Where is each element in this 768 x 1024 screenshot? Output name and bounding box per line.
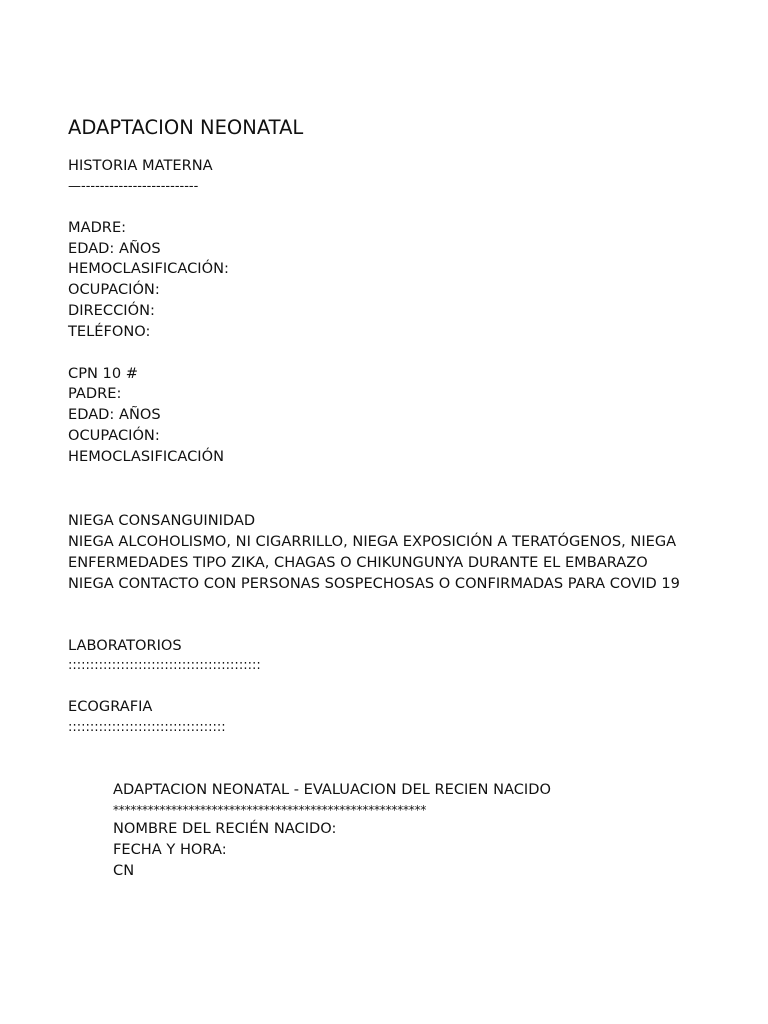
spacer [68,197,708,218]
evaluacion-rule: ****************************************************** [113,802,427,817]
cpn-field: CPN 10 # [68,364,138,382]
ecografia-heading: ECOGRAFIA [68,698,153,716]
madre-ocupacion-field: OCUPACIÓN: [68,281,160,299]
nombre-recien-nacido-field: NOMBRE DEL RECIÉN NACIDO: [113,819,337,837]
laboratorios-rule: :::::::::::::::::::::::::::::::::::::::::::: [68,658,261,674]
evaluacion-heading: ADAPTACION NEONATAL - EVALUACION DEL RECIEN NACIDO [113,781,551,799]
consanguinidad-text: NIEGA CONSANGUINIDAD [68,511,256,529]
madre-hemoclasificacion-field: HEMOCLASIFICACIÓN: [68,260,229,278]
padre-section [68,364,708,468]
madre-telefono-field: TELÉFONO: [68,322,151,340]
spacer [68,594,708,636]
antecedentes-section [68,510,708,594]
evaluacion-section [113,780,708,881]
padre-field: PADRE: [68,385,122,403]
covid-text: NIEGA CONTACTO CON PERSONAS SOSPECHOSAS O CONFIRMADAS PARA COVID 19 [68,574,680,592]
cn-field: CN [113,861,135,879]
fecha-hora-field: FECHA Y HORA: [113,840,227,858]
laboratorios-heading: LABORATORIOS [68,636,182,654]
madre-section [68,218,708,343]
padre-hemoclasificacion-field: HEMOCLASIFICACIÓN [68,447,224,465]
spacer [68,676,708,697]
document-page [68,116,708,881]
habitos-text: NIEGA ALCOHOLISMO, NI CIGARRILLO, NIEGA EXPOSICIÓN A TERATÓGENOS, NIEGA ENFERMEDADES TIPO ZIKA, CHAGAS O CHIKUNGUNYA DURANTE EL EMBARAZO [68,532,677,571]
madre-field: MADRE: [68,218,127,236]
spacer [68,738,708,780]
padre-edad-field: EDAD: AÑOS [68,406,161,424]
spacer [68,343,708,364]
historia-materna-rule: —------------------------- [68,178,199,194]
ecografia-rule: :::::::::::::::::::::::::::::::::::: [68,720,226,736]
historia-materna-heading: HISTORIA MATERNA [68,157,213,174]
madre-direccion-field: DIRECCIÓN: [68,301,155,319]
padre-ocupacion-field: OCUPACIÓN: [68,426,160,444]
document-title: ADAPTACION NEONATAL [68,116,304,139]
spacer [68,468,708,510]
madre-edad-field: EDAD: AÑOS [68,239,161,257]
